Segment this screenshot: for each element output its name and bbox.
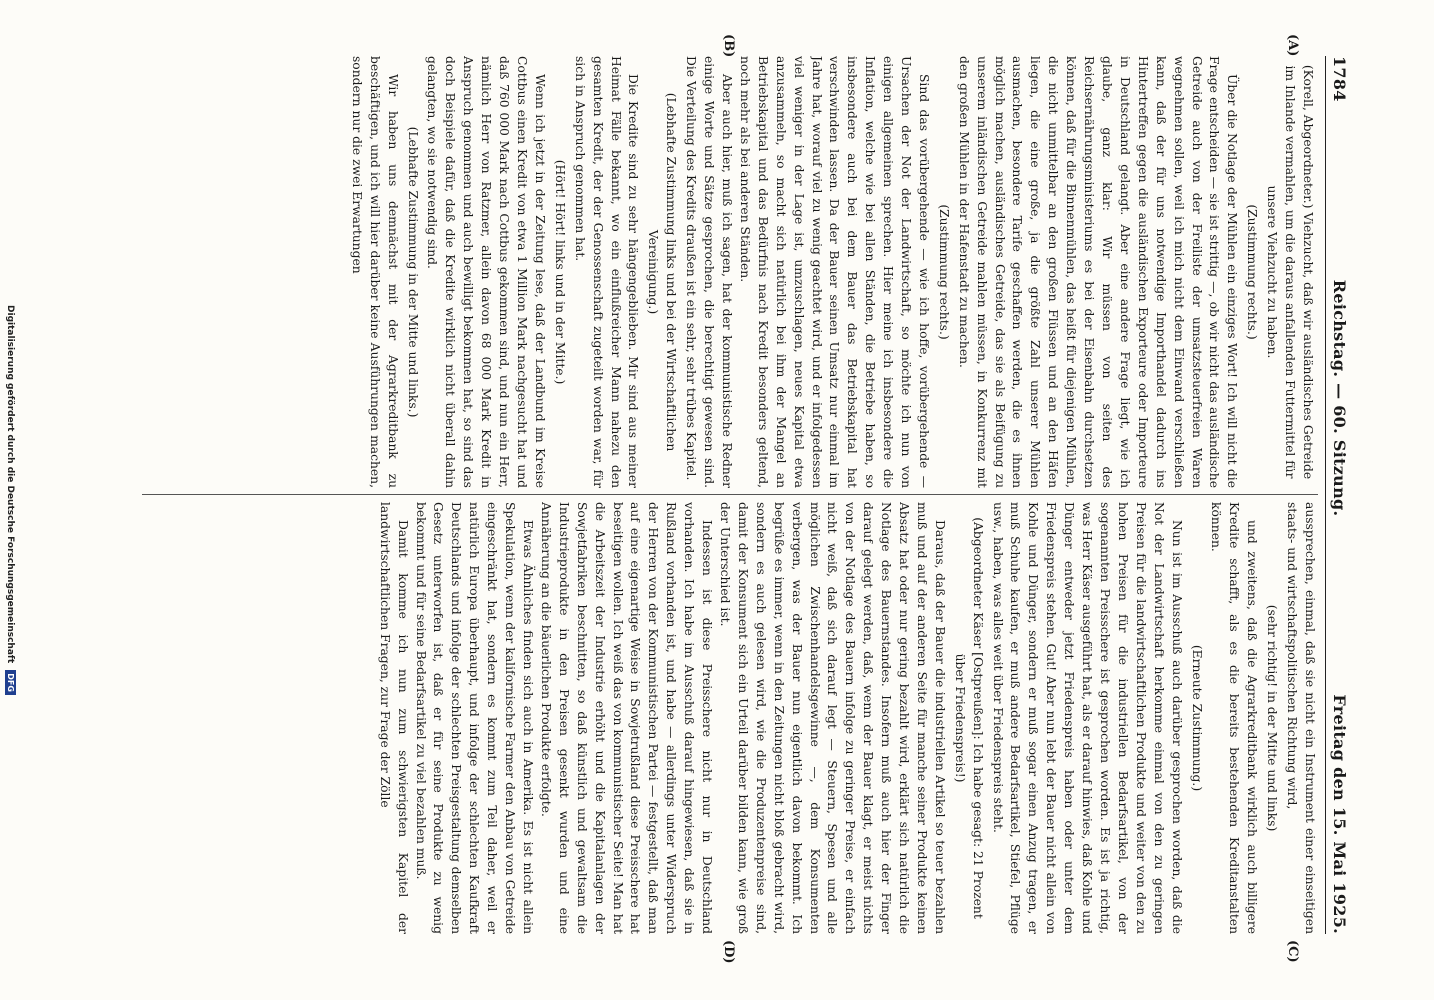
right-column-paragraph: Daraus, daß der Bauer die industriellen Artikel so teuer bezahlen muß und auf der anderen Seite für manche seiner Produkte keinen Absatz hat oder nur gering bezahlt wird, erklärt sich natürlich die Notlage des Bauernstandes. Insofern muß auch hier der Finger darauf gelegt werden, daß, wenn der Bauer klagt, er meist nichts von der Notlage des Bauern infolge zu geringer Preise, er einfach nicht weiß, daß sich darauf legt — Steuern, Spesen und alle möglichen Zwischenhandelsgewinne —, dem Konsumenten verbergen, was der Bauer nun eigentlich davon bekommt. Ich begrüße es immer, wenn in den Zeitungen nicht bloß gebracht wird, sondern es auch gelesen wird, wie die Produzentenpreise sind, damit der Konsument sich ein Urteil darüber bilden kann, wie groß der Unterschied ist. xyxy=(718,502,947,934)
page-number: 1784 xyxy=(1330,56,1349,102)
page-title: Reichstag. — 60. Sitzung. xyxy=(1330,279,1349,517)
page-date: Freitag den 15. Mai 1925. xyxy=(1330,694,1349,934)
left-column-paragraph: Wir haben uns demnächst mit der Agrarkreditbank zu beschäftigen, und ich will hier darüber keine Ausführungen machen, sondern nur die zwei Erwartungen xyxy=(349,56,400,488)
left-column-paragraph: Wenn ich jetzt in der Zeitung lese, daß der Landbund im Kreise Cottbus einen Kredit von etwa 1 Million Mark nachgesucht hat und daß 760 000 Mark nach Cottbus gekommen sind, und nun ein Herr, nämlich Herr von Ratzmer, allein davon 68 000 Mark Kredit in Anspruch genommen und auch bewilligt bekommen hat, so sind das doch Beispiele dafür, daß die Kredite wirklich nicht überall dahin gelangten, wo sie notwendig sind. xyxy=(425,56,547,488)
right-column-paragraph: Nun ist im Ausschuß auch darüber gesprochen worden, daß die Not der Landwirtschaft herkomme einmal von den zu geringen Preisen für die landwirtschaftlichen Produkte und weiter von den zu hohen Preisen für die industriellen Bedarfsartikel, von der sogenannten Preisschere ist gesprochen worden. Es ist ja richtig, was Herr Käser ausgeführt hat, als er darauf hinwies, daß Kohle und Dünger entweder jetzt Friedenspreis haben oder unter dem Friedenspreis stehen. Gut! Aber nun lebt der Bauer nicht allein von Kohle und Dünger, sondern er muß sogar einen Anzug tragen, er muß Schuhe kaufen, er muß andere Bedarfsartikel, Stiefel, Pflüge usw., haben, was alles weit über Friedenspreis steht. xyxy=(990,502,1184,934)
left-column-paragraph: Die Kredite sind zu sehr hängengeblieben. Mir sind aus meiner Heimat Fälle bekannt, wo ein einflußreicher Mann nahezu den gesamten Kredit, der der Genossenschaft zugeteilt worden war, für sich in Anspruch genommen hat. xyxy=(572,56,641,488)
margin-mark-a: (A) xyxy=(1285,34,1300,57)
dfg-logo: DFG xyxy=(5,670,16,695)
column-divider xyxy=(142,494,1318,495)
margin-mark-b: (B) xyxy=(721,34,736,58)
margin-mark-d: (D) xyxy=(721,940,736,964)
left-column-paragraph: (Korell, Abgeordneter.) Viehzucht, daß wir ausländisches Getreide im Inlande vermahlen, um die daraus anfallenden Futtermittel für unsere Viehzucht zu haben. xyxy=(1265,64,1315,480)
left-column xyxy=(142,56,1318,488)
right-column xyxy=(142,502,1318,934)
right-column-paragraph: Etwas Ähnliches finden sich auch in Amerika. Es ist nicht allein Spekulation, wenn der kalifornische Farmer den Anbau von Getreide eingeschränkt hat, sondern es kommt zum Teil daher, weil er natürlich Europa überhaupt, und infolge der schlechten Kaufkraft Deutschlands und infolge der schlechten Preisgestaltung demselben Gesetz unterworfen ist, daß er für seine Produkte zu wenig bekommt und für seine Bedarfsartikel zu viel bezahlen muß. xyxy=(413,502,536,934)
left-column-paragraph: (Lebhafte Zustimmung links und bei der Wirtschaftlichen Vereinigung.) xyxy=(646,92,679,452)
right-column-paragraph: aussprechen, einmal, daß sie nicht ein Instrument einer einseitigen staats- und wirtschaftspolitischen Richtung wird, xyxy=(1285,502,1317,934)
right-column-paragraph: (sehr richtig! in der Mitte und links) xyxy=(1265,604,1280,832)
margin-mark-c: (C) xyxy=(1285,940,1300,963)
right-column-paragraph: Indessen ist diese Preisschere nicht nur in Deutschland vorhanden. Ich habe im Ausschuß darauf hingewiesen, daß sie in Rußland vorhanden ist, und habe — allerdings unter Widerspruch der Herren von der Kommunistischen Partei — festgestellt, daß man auf eine eigenartige Weise in Sowjetrußland diese Preisschere hat beseitigen wollen. Ich weiß das von kommunistischer Seite! Man hat die Arbeitszeit der Industrie erhöht und die Kapitalanlagen der Sowjetfabriken beschnitten, so daß künstlich und gewaltsam die Industrieprodukte in den Preisen gesenkt wurden und eine Annäherung an die bäuerlichen Produkte erfolgte. xyxy=(538,502,715,934)
right-column-paragraph: Damit komme ich nun zum schwierigsten Kapitel der landwirtschaftlichen Fragen, zur Frage der Zölle xyxy=(377,502,410,934)
page-footer xyxy=(5,0,16,1000)
left-column-paragraph: Sind das vorübergehende — wie ich hoffe, vorübergehende — Ursachen der Not der Landwirtschaft, so möchte ich nun von einigen allgemeinen sprechen. Hier meine ich insbesondere die Inflation, welche wie bei allen Ständen, die Betriebe haben, so insbesondere auch bei dem Bauer das Betriebskapital hat verschwinden lassen. Da der Bauer seinen Umsatz nur einmal im Jahre hat, worauf viel zu wenig geachtet wird, und er infolgedessen viel weniger in der Lage ist, umzuschlagen, neues Kapital etwa anzusammeln, so macht sich natürlich bei ihm der Mangel an Betriebskapital und das Bedürfnis nach Kredit besonders geltend, noch mehr als bei anderen Ständen. xyxy=(737,56,931,488)
left-column-paragraph: Über die Notlage der Mühlen ein einziges Wort! Ich will nicht die Frage entscheiden — sie ist strittig —, ob wir nicht das ausländische Getreide auch von der Freiliste der umsatzsteuerfreien Waren wegnehmen sollen, weil ich mich nicht dem Einwand verschließen kann, daß der für uns notwendige Importhandel dadurch ins Hintertreffen gegen die ausländischen Exporteure oder Importeure in Deutschland gelangt. Aber eine andere Frage liegt, wie ich glaube, ganz klar: Wir müssen von seiten des Reichsernährungsministeriums es bei der Eisenbahn durchsetzen können, daß für die Binnenmühlen, das heißt für diejenigen Mühlen, die nicht unmittelbar an den großen Flüssen und an den Häfen liegen, die eine große, ja die größte Zahl unserer Mühlen ausmachen, besondere Tarife geschaffen werden, die es ihnen möglich machen, ausländisches Getreide, das sie als Beifügung zu unserem inländischen Getreide mahlen müssen, in Konkurrenz mit den großen Mühlen in der Hafenstadt zu machen. xyxy=(956,56,1240,488)
left-column-paragraph: (Hört! Hört! links und in der Mitte.) xyxy=(552,159,567,385)
right-column-paragraph: (Abgeordneter Käser [Ostpreußen]: Ich habe gesagt: 21 Prozent über Friedenspreis!) xyxy=(952,517,985,919)
right-column-paragraph: (Erneute Zustimmung.) xyxy=(1189,644,1204,792)
right-column-paragraph: und zweitens, daß die Agrarkreditbank wirklich auch billigere Kredite schafft, als es die bereits bestehenden Kreditanstalten können. xyxy=(1209,502,1260,934)
left-column-paragraph: Aber auch hier, muß ich sagen, hat der kommunistische Redner einige Worte und Sätze gesprochen, die berechtigt gewesen sind. Die Verteilung des Kredits draußen ist ein sehr, sehr trübes Kapitel. xyxy=(684,56,734,488)
left-column-paragraph: (Zustimmung rechts.) xyxy=(1245,204,1260,340)
footer-text: Digitalisierung gefördert durch die Deutsche Forschungsgemeinschaft xyxy=(5,305,15,664)
page-header xyxy=(1330,56,1356,934)
left-column-paragraph: (Lebhafte Zustimmung in der Mitte und links.) xyxy=(405,126,420,418)
left-column-paragraph: (Zustimmung rechts.) xyxy=(936,204,951,340)
header-rule xyxy=(1325,56,1326,934)
